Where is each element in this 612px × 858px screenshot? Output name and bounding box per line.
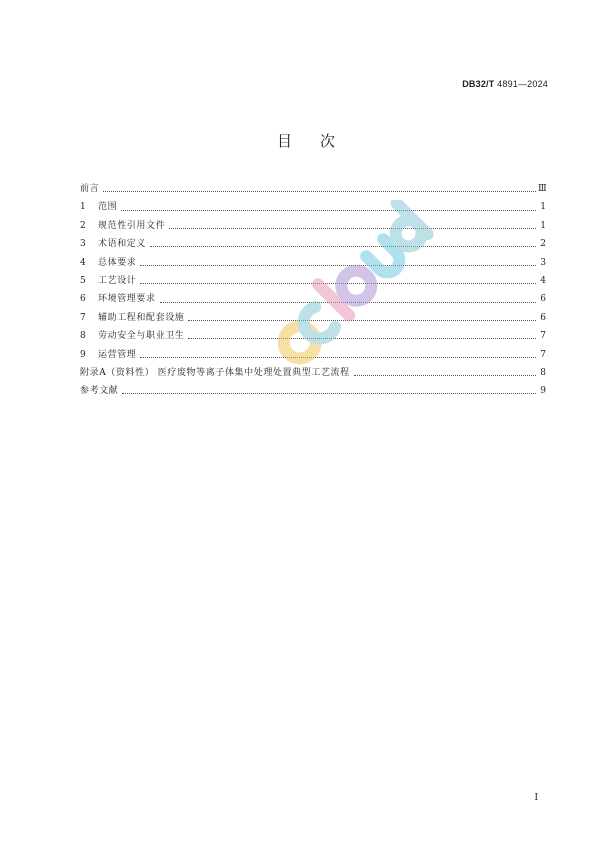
toc-entry-page: 9 bbox=[540, 386, 546, 397]
toc-leader-dots bbox=[160, 301, 536, 303]
toc-leader-dots bbox=[122, 392, 536, 394]
toc-entry-page: 6 bbox=[540, 312, 546, 323]
toc-entry-3[interactable] bbox=[80, 235, 546, 253]
toc-entry-label: 术语和定义 bbox=[98, 239, 147, 250]
toc-entry-number: 3 bbox=[80, 239, 86, 250]
toc-entry-page: 8 bbox=[540, 367, 546, 378]
document-code-prefix: DB32/T bbox=[462, 79, 495, 89]
toc-leader-dots bbox=[169, 227, 536, 229]
toc-entry-9[interactable] bbox=[80, 346, 546, 364]
toc-entry-label: 范围 bbox=[98, 202, 118, 213]
toc-leader-dots bbox=[103, 190, 536, 192]
table-of-contents bbox=[80, 180, 546, 401]
toc-entry-label: 总体要求 bbox=[98, 257, 137, 268]
toc-entry-references[interactable] bbox=[80, 382, 546, 400]
document-code-number: 4891—2024 bbox=[494, 79, 548, 89]
toc-entry-4[interactable] bbox=[80, 254, 546, 272]
toc-leader-dots bbox=[140, 282, 536, 284]
toc-leader-dots bbox=[150, 245, 536, 247]
toc-entry-label: 规范性引用文件 bbox=[98, 220, 166, 231]
toc-entry-number: 2 bbox=[80, 220, 86, 231]
toc-entry-number: 8 bbox=[80, 331, 86, 342]
toc-entry-foreword[interactable] bbox=[80, 180, 546, 198]
toc-entry-page: 1 bbox=[540, 220, 546, 231]
toc-entry-appendix-a[interactable] bbox=[80, 364, 546, 382]
toc-entry-page: 3 bbox=[540, 257, 546, 268]
toc-entry-page: 7 bbox=[540, 331, 546, 342]
document-code bbox=[462, 79, 548, 89]
toc-entry-label: 劳动安全与职业卫生 bbox=[98, 331, 185, 342]
toc-leader-dots bbox=[188, 319, 536, 321]
toc-entry-label: 附录A（资料性） 医疗废物等离子体集中处理处置典型工艺流程 bbox=[80, 367, 350, 378]
toc-leader-dots bbox=[121, 209, 536, 211]
toc-entry-8[interactable] bbox=[80, 327, 546, 345]
toc-entry-label: 环境管理要求 bbox=[98, 294, 156, 305]
toc-entry-5[interactable] bbox=[80, 272, 546, 290]
toc-entry-number: 6 bbox=[80, 294, 86, 305]
toc-entry-number: 4 bbox=[80, 257, 86, 268]
toc-entry-number: 5 bbox=[80, 275, 86, 286]
toc-entry-number: 1 bbox=[80, 202, 86, 213]
toc-entry-label: 前言 bbox=[80, 184, 100, 194]
toc-entry-number: 9 bbox=[80, 349, 86, 360]
toc-leader-dots bbox=[140, 264, 536, 266]
toc-entry-page: 1 bbox=[540, 202, 546, 213]
toc-entry-page: 4 bbox=[540, 275, 546, 286]
toc-entry-label: 运营管理 bbox=[98, 349, 137, 360]
toc-entry-number: 7 bbox=[80, 312, 86, 323]
toc-entry-2[interactable] bbox=[80, 217, 546, 235]
toc-entry-label: 参考文献 bbox=[80, 386, 119, 397]
toc-entry-6[interactable] bbox=[80, 290, 546, 308]
page-number: I bbox=[534, 793, 538, 803]
toc-entry-page: 6 bbox=[540, 294, 546, 305]
toc-entry-7[interactable] bbox=[80, 309, 546, 327]
toc-entry-page: 7 bbox=[540, 349, 546, 360]
toc-leader-dots bbox=[354, 374, 536, 376]
toc-entry-1[interactable] bbox=[80, 198, 546, 216]
toc-entry-page: 2 bbox=[540, 239, 546, 250]
toc-entry-page: Ⅲ bbox=[538, 184, 547, 194]
page-title: 目次 bbox=[276, 132, 363, 150]
toc-entry-label: 辅助工程和配套设施 bbox=[98, 312, 185, 323]
toc-leader-dots bbox=[140, 356, 536, 358]
toc-entry-label: 工艺设计 bbox=[98, 275, 137, 286]
toc-leader-dots bbox=[188, 337, 536, 339]
